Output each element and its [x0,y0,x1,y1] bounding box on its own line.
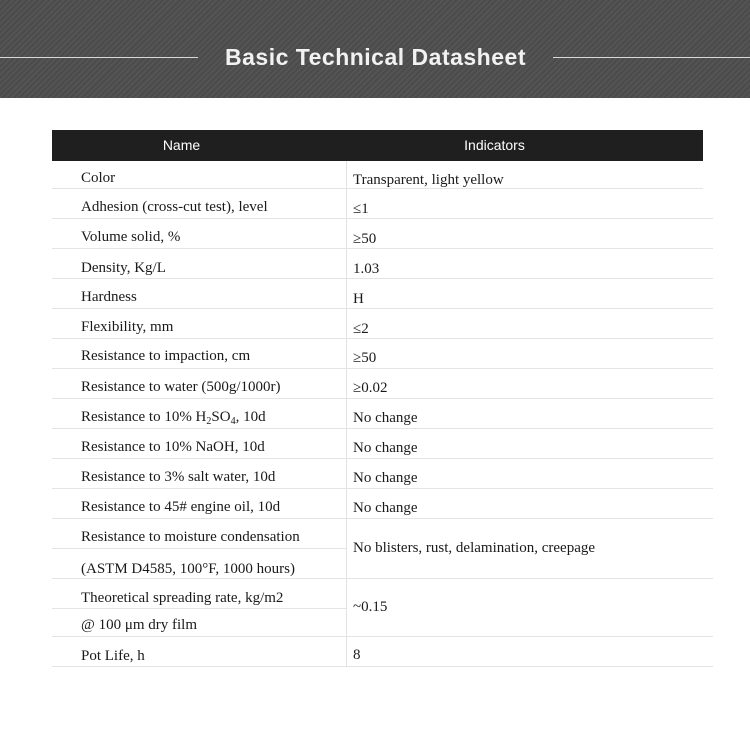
row-value: ≤2 [353,321,369,337]
row-value: ≥50 [353,231,377,247]
row-name: Resistance to impaction, cm [81,348,251,364]
row-value: H [353,291,364,307]
subscript: 2 [206,416,212,427]
row-divider [52,518,713,519]
row-value: ≥50 [353,350,377,366]
row-divider [52,458,713,459]
row-value: ~0.15 [353,599,388,615]
row-divider [52,398,713,399]
row-name: Hardness [81,289,137,305]
row-value: No change [353,500,418,516]
subscript: 4 [230,416,236,427]
row-value: No change [353,440,418,456]
row-name: Volume solid, % [81,229,181,245]
banner-divider-left [0,57,198,58]
row-value: 1.03 [353,261,380,277]
row-name: Resistance to 10% NaOH, 10d [81,439,265,455]
row-divider [52,218,713,219]
row-name: Color [81,170,116,186]
row-name-line1: Resistance to moisture condensation [81,529,300,545]
column-divider [346,161,347,666]
banner-divider-right [553,57,750,58]
row-name-line2: @ 100 μm dry film [81,617,198,633]
name-part: SO [211,409,231,425]
row-divider [52,248,713,249]
row-divider [52,308,713,309]
row-value: 8 [353,647,361,663]
row-name: Adhesion (cross-cut test), level [81,199,268,215]
name-part: , 10d [235,409,266,425]
row-divider [52,488,713,489]
row-name-line1: Theoretical spreading rate, kg/m2 [81,590,284,606]
row-value: ≤1 [353,201,369,217]
row-divider [52,278,713,279]
row-name: Resistance to water (500g/1000r) [81,379,281,395]
row-name: Pot Life, h [81,648,145,664]
row-value: No change [353,410,418,426]
row-name: Resistance to 3% salt water, 10d [81,469,276,485]
page-title: Basic Technical Datasheet [225,44,526,70]
row-value: No change [353,470,418,486]
row-value: Transparent, light yellow [353,172,504,188]
row-name: Density, Kg/L [81,260,166,276]
row-name: Flexibility, mm [81,319,174,335]
row-divider [52,666,713,667]
row-name-line2: (ASTM D4585, 100°F, 1000 hours) [81,561,295,577]
row-name: Resistance to 45# engine oil, 10d [81,499,281,515]
row-divider [52,608,346,609]
row-divider [52,368,713,369]
header-indicators: Indicators [464,137,525,153]
table-header [52,130,703,161]
title-banner [0,0,750,98]
row-divider [52,548,346,549]
header-name: Name [162,137,201,153]
name-part: Resistance to 10% H [81,409,207,425]
row-value: ≥0.02 [353,380,388,396]
row-divider [52,636,713,637]
row-divider [52,338,713,339]
row-name [81,408,266,431]
row-value: No blisters, rust, delamination, creepage [353,540,596,556]
row-divider [52,578,713,579]
